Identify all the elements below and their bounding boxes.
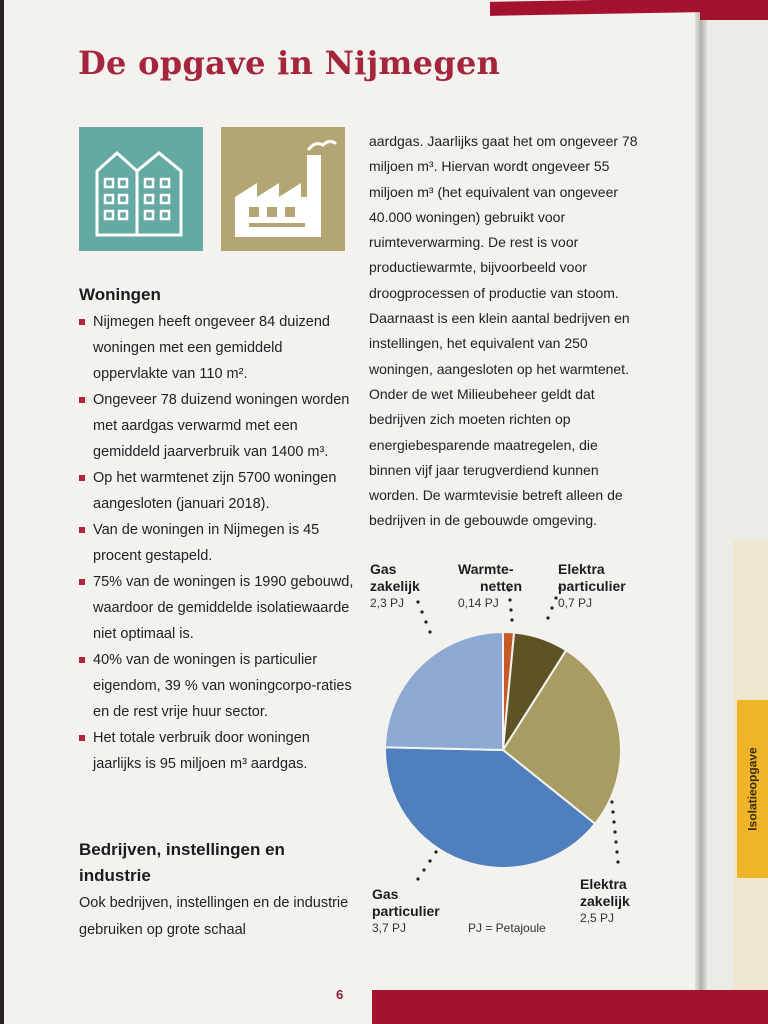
list-item: Het totale verbruik door woningen jaarlijks is 95 miljoen m³ aardgas.: [79, 725, 361, 777]
list-item: 40% van de woningen is particulier eigendom, 39 % van woningcorpo-raties en de rest vrije huur sector.: [79, 647, 361, 725]
unit-note: [468, 920, 546, 936]
label-gas-zakelijk-line2: zakelijk: [370, 578, 420, 594]
label-elektra-zakelijk: [580, 876, 630, 926]
section-tab-label-wrap: [733, 700, 768, 878]
label-elektra-zakelijk-value: 2,5 PJ: [580, 911, 615, 925]
bedrijven-heading: Bedrijven, instellingen en industrie: [79, 840, 285, 885]
column-two-text: aardgas. Jaarlijks gaat het om ongeveer 78 miljoen m³. Hiervan wordt ongeveer 55 miljoen m³ (het equivalent van ongeveer 40.000 woningen) gebruikt voor ruimteverwarming. De rest is voor productiewarmte, bijvoorbeeld voor droogprocessen of productie van stoom. Daarnaast is een klein aantal bedrijven en instellingen, het equivalent van 250 woningen, aangesloten op het warmtenet. Onder de wet Milieubeheer geldt dat bedrijven zich moeten richten op energiebesparende maatregelen, die binnen vijf jaar terugverdiend kunnen worden. De warmtevisie betreft alleen de bedrijven in de gebouwde omgeving.: [369, 133, 638, 529]
bedrijven-text: Ook bedrijven, instellingen en de industrie gebruiken op grote schaal: [79, 895, 349, 938]
label-gas-particulier: [372, 886, 440, 936]
list-item: Op het warmtenet zijn 5700 woningen aangesloten (januari 2018).: [79, 465, 361, 517]
woningen-list: [79, 309, 361, 777]
factory-icon: [221, 127, 345, 251]
label-gas-zakelijk-value: 2,3 PJ: [370, 596, 405, 610]
leader-elektra-zakelijk: [610, 800, 619, 863]
label-gas-particulier-value: 3,7 PJ: [372, 921, 407, 935]
page-title: De opgave in Nijmegen: [78, 44, 501, 82]
label-warmtenetten: [458, 561, 522, 611]
label-elektra-zakelijk-line1: Elektra: [580, 876, 627, 892]
label-elektra-particulier: [558, 561, 626, 611]
list-item: Van de woningen in Nijmegen is 45 procent gestapeld.: [79, 517, 361, 569]
label-warmtenetten-value: 0,14 PJ: [458, 596, 499, 610]
page-number: 6: [336, 987, 344, 1002]
label-warmtenetten-line2: netten: [480, 578, 522, 594]
label-elektra-zakelijk-line2: zakelijk: [580, 893, 630, 909]
list-item: 75% van de woningen is 1990 gebouwd, waardoor de gemiddelde isolatiewaarde niet optimaal is.: [79, 569, 361, 647]
section-tab-label: Isolatieopgave: [746, 747, 760, 831]
bottom-accent-bar: [372, 990, 768, 1024]
label-elektra-particulier-line2: particulier: [558, 578, 626, 594]
list-item: Nijmegen heeft ongeveer 84 duizend woningen met een gemiddeld oppervlakte van 110 m².: [79, 309, 361, 387]
label-gas-particulier-line1: Gas: [372, 886, 399, 902]
label-elektra-particulier-value: 0,7 PJ: [558, 596, 593, 610]
book-spine: [695, 0, 707, 1024]
woningen-heading: Woningen: [79, 285, 161, 304]
label-warmtenetten-line1: Warmte-: [458, 561, 514, 577]
label-elektra-particulier-line1: Elektra: [558, 561, 605, 577]
unit-note-text: PJ = Petajoule: [468, 921, 546, 935]
pie-slice-gas-zakelijk: [385, 632, 503, 750]
top-accent-bar-right: [700, 0, 768, 20]
list-item: Ongeveer 78 duizend woningen worden met aardgas verwarmd met een gemiddeld jaarverbruik van 1400 m³.: [79, 387, 361, 465]
apartment-building-icon: [79, 127, 203, 251]
label-gas-zakelijk-line1: Gas: [370, 561, 397, 577]
label-gas-zakelijk: [370, 561, 420, 611]
label-gas-particulier-line2: particulier: [372, 903, 440, 919]
leader-gas-particulier: [416, 850, 437, 880]
